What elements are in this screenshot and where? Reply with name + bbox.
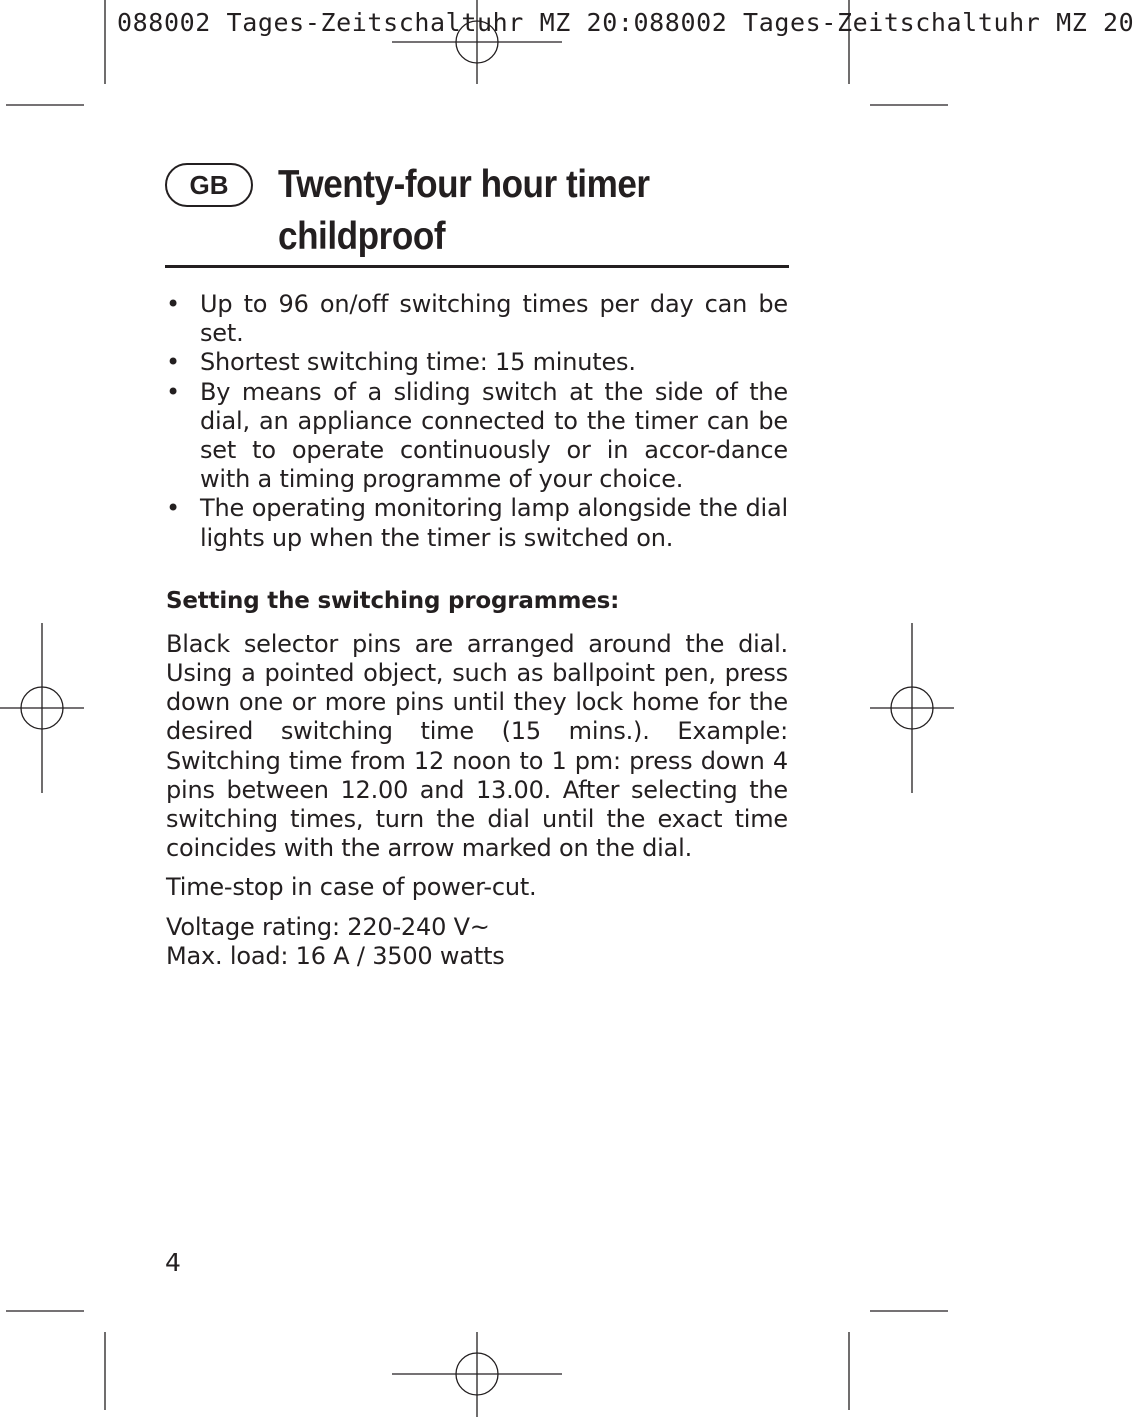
- section-heading: Setting the switching programmes:: [166, 587, 620, 614]
- manual-body: [166, 290, 788, 971]
- feature-list-item: [166, 378, 788, 495]
- power-cut-note: Time-stop in case of power-cut.: [166, 873, 537, 902]
- registration-mark-bottom: [392, 1332, 562, 1417]
- print-header-slug: 088002 Tages-Zeitschaltuhr MZ 20:088002 Tages-Zeitschaltuhr MZ 20: [117, 8, 1134, 37]
- registration-mark-left: [0, 623, 84, 793]
- title-underline-rule: [165, 265, 789, 268]
- page-title-line-1: Twenty-four hour timer: [278, 163, 650, 206]
- feature-list-item: [166, 290, 788, 348]
- feature-list-item: [166, 348, 788, 377]
- bullet-icon: •: [166, 290, 180, 318]
- voltage-rating: Voltage rating: 220-240 V~: [166, 912, 490, 941]
- feature-text: Up to 96 on/off switching times per day can be set.: [200, 290, 788, 348]
- instructions-paragraph: Black selector pins are arranged around the dial. Using a pointed object, such as ballpoint pen, press down one or more pins until they lock home for the desired switching time (15 mins.). Example: Switching time from 12 noon to 1 pm: press down 4 pins between 12.00 and 13.00. After selecting the switching times, turn the dial until the exact time coincides with the arrow marked on the dial.: [166, 629, 788, 863]
- registration-mark-top: [392, 0, 562, 84]
- feature-text: The operating monitoring lamp alongside the dial lights up when the timer is switched on.: [200, 494, 788, 552]
- max-load-rating: Max. load: 16 A / 3500 watts: [166, 941, 505, 970]
- page-title-line-2: childproof: [278, 215, 446, 258]
- feature-text: Shortest switching time: 15 minutes.: [200, 348, 636, 377]
- registration-mark-right: [870, 623, 954, 793]
- bullet-icon: •: [166, 377, 180, 406]
- language-badge: GB: [165, 163, 253, 207]
- page-title: [278, 159, 746, 263]
- bullet-icon: •: [166, 348, 180, 377]
- page-number: 4: [165, 1248, 181, 1277]
- feature-list-item: [166, 494, 788, 552]
- feature-list: [166, 290, 788, 553]
- feature-text: By means of a sliding switch at the side of the dial, an appliance connected to the timer can be set to operate continuously or in accor-dance with a timing programme of your choice.: [200, 377, 788, 494]
- bullet-icon: •: [166, 494, 180, 523]
